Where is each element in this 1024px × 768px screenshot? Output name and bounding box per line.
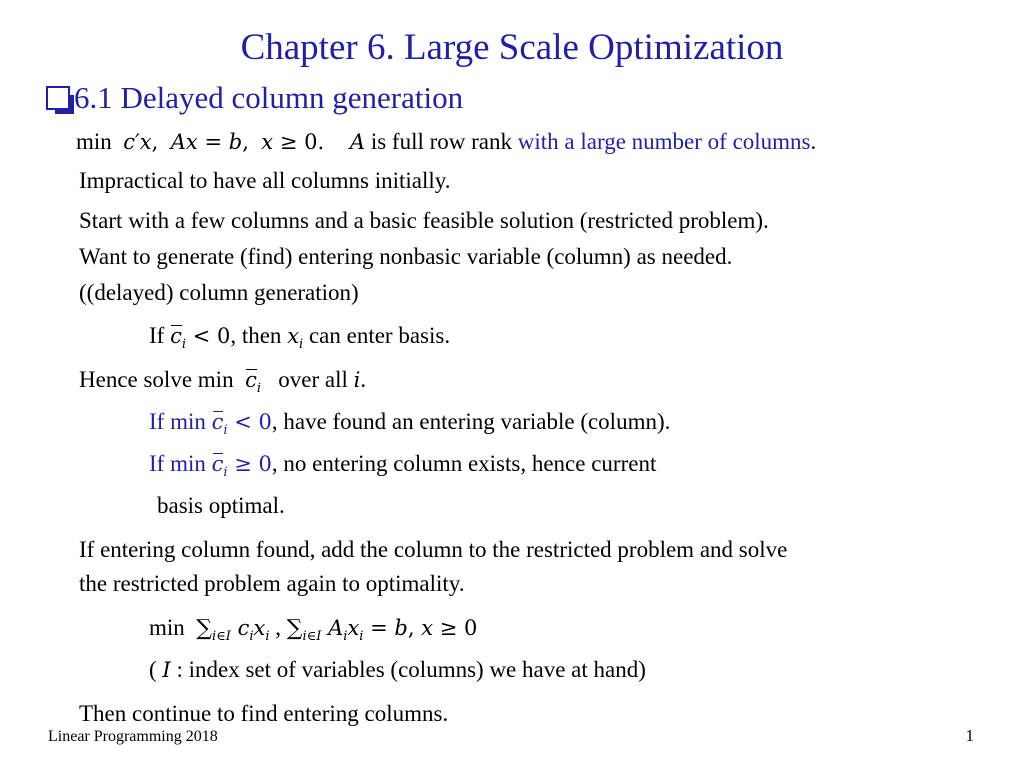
line-impractical: Impractical to have all columns initially. [79, 168, 451, 193]
section-heading-text: 6.1 Delayed column generation [74, 80, 464, 115]
formula-objective: c′x [123, 130, 152, 154]
section-heading [46, 80, 463, 116]
footer-text: Linear Programming 2018 [48, 728, 218, 745]
line-restricted-again: the restricted problem again to optimality. [79, 571, 465, 596]
line-start: Start with a few columns and a basic feasible solution (restricted problem). [79, 208, 769, 233]
line-problem-statement: min c′x, Ax = b, x ≥ 0. A is full row rank with a large number of columns. [76, 129, 817, 154]
line-if-min-nonnegative: If $\min c_i \ge 0$, no entering column exists, hence current [149, 451, 657, 480]
page-number: 1 [965, 726, 974, 745]
formula-constraint: Ax [170, 130, 198, 154]
line-delayed: ((delayed) column generation) [79, 280, 359, 305]
line-restricted-formula: $\min \sum_{i\in I}$ $c_ix_i$ , $\sum_{i\in I}$ $A_ix_i = b$, x ≥ 0 [149, 615, 478, 644]
line-if-min-negative: If $\min c_i < 0$, have found an entering variable (column). [149, 409, 671, 438]
highlight-text: with a large number of columns [517, 129, 811, 154]
line-if-entering: If entering column found, add the column to the restricted problem and solve [79, 537, 788, 562]
line-hence-solve: Hence solve $\min c_i$ over all i. [79, 367, 367, 396]
line-if-reduced-cost: If $c_i < 0$, then $x_i$ can enter basis. [149, 323, 451, 352]
slide-title: Chapter 6. Large Scale Optimization [240, 27, 784, 68]
line-continue: Then continue to find entering columns. [79, 701, 449, 726]
rank-text: is full row rank [370, 129, 512, 154]
checkbox-bullet-icon [46, 86, 70, 110]
min-label: min [76, 129, 112, 154]
line-index-set: ( I : index set of variables (columns) we have at hand) [149, 657, 646, 682]
line-basis-optimal: basis optimal. [157, 493, 285, 518]
line-want: Want to generate (find) entering nonbasic variable (column) as needed. [79, 244, 733, 269]
